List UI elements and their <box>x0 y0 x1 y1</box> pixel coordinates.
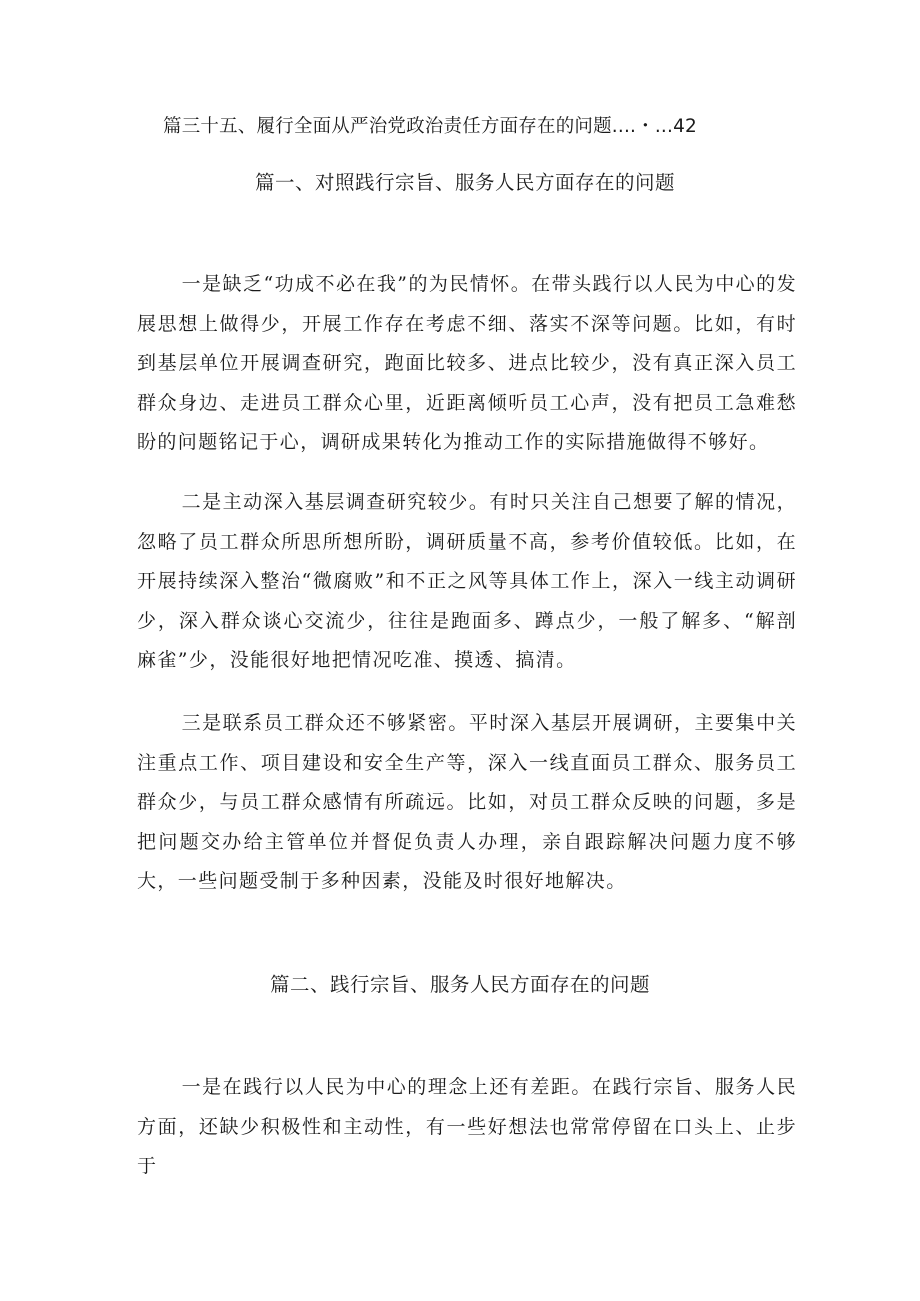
section-1-paragraph-1: 一是缺乏“功成不必在我”的为民情怀。在带头践行以人民为中心的发展思想上做得少，开展工作存在考虑不细、落实不深等问题。比如，有时到基层单位开展调查研究，跑面比较多、进点比较少，没有真正深入员工群众身边、走进员工群众心里，近距离倾听员工心声，没有把员工急难愁盼的问题铭记于心，调研成果转化为推动工作的实际措施做得不够好。 <box>137 273 797 453</box>
section-1-title: 篇一、对照践行宗旨、服务人民方面存在的问题 <box>254 171 675 194</box>
section-2-title: 篇二、践行宗旨、服务人民方面存在的问题 <box>269 973 650 996</box>
section-1-paragraph-2: 二是主动深入基层调查研究较少。有时只关注自己想要了解的情况，忽略了员工群众所思所想所盼，调研质量不高，参考价值较低。比如，在开展持续深入整治“微腐败”和不正之风等具体工作上，深入一线主动调研少，深入群众谈心交流少，往往是跑面多、蹲点少，一般了解多、“解剖麻雀”少，没能很好地把情况吃准、摸透、搞清。 <box>137 491 797 671</box>
section-1-paragraph-3: 三是联系员工群众还不够紧密。平时深入基层开展调研，主要集中关注重点工作、项目建设和安全生产等，深入一线直面员工群众、服务员工群众少，与员工群众感情有所疏远。比如，对员工群众反映的问题，多是把问题交办给主管单位并督促负责人办理，亲自跟踪解决问题力度不够大，一些问题受制于多种因素，没能及时很好地解决。 <box>137 712 797 892</box>
section-2-paragraph-1: 一是在践行以人民为中心的理念上还有差距。在践行宗旨、服务人民方面，还缺少积极性和主动性，有一些好想法也常常停留在口头上、止步于 <box>137 1076 797 1177</box>
toc-entry: 篇三十五、履行全面从严治党政治责任方面存在的问题....・...42 <box>163 116 698 137</box>
